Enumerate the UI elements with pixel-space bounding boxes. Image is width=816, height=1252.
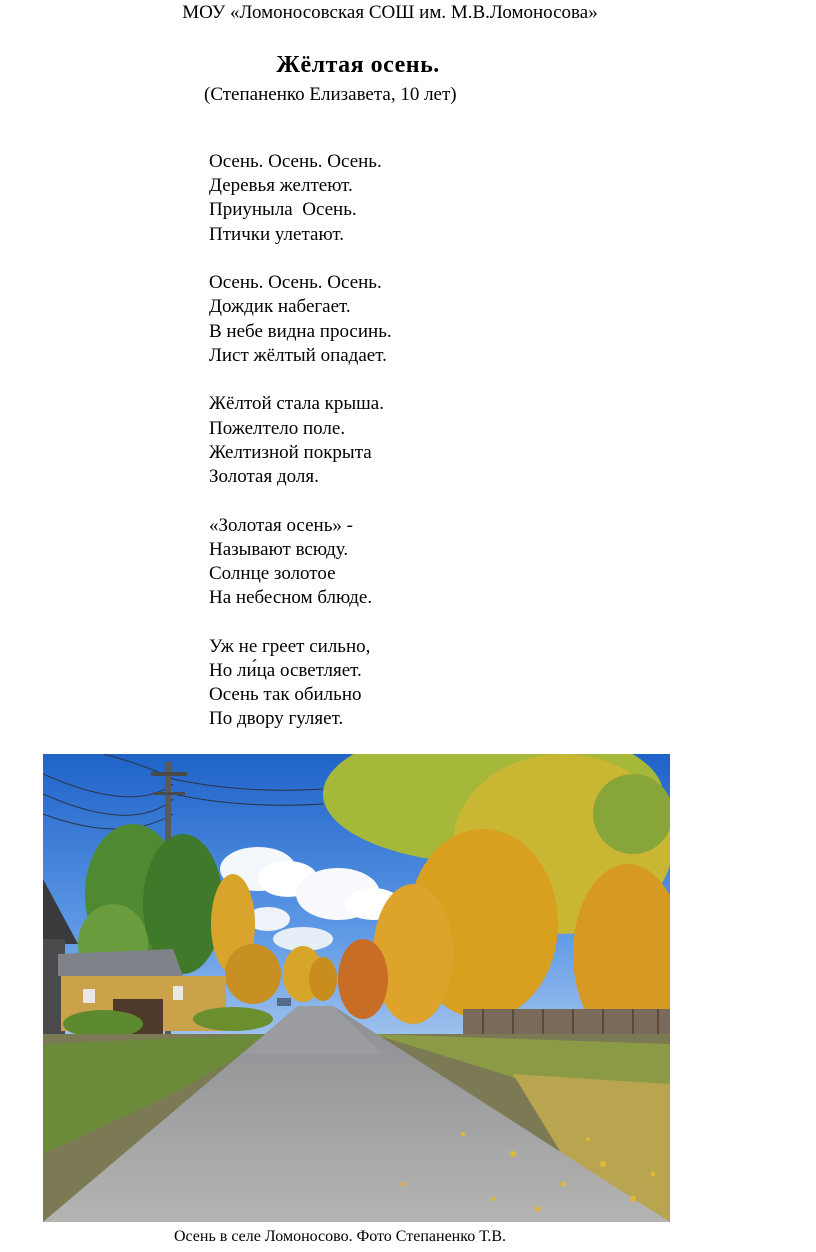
- photo-caption: Осень в селе Ломоносово. Фото Степаненко Т.В.: [173, 1228, 507, 1245]
- poem-line: Приуныла Осень.: [209, 199, 357, 221]
- poem-line: Деревья желтеют.: [209, 175, 353, 197]
- poem-line: Солнце золотое: [209, 563, 336, 585]
- poem-line: Уж не греет сильно,: [209, 635, 371, 657]
- poem-line: Дождик набегает.: [209, 296, 351, 318]
- poem-line: Птички улетают.: [209, 223, 345, 245]
- poem-line: Золотая доля.: [209, 466, 319, 488]
- poem-body: [209, 150, 392, 756]
- poem-line: Пожелтело поле.: [209, 417, 346, 439]
- poem-line: Лист жёлтый опадает.: [209, 344, 387, 366]
- stanza: [209, 635, 392, 732]
- poem-line: Называют всюду.: [209, 538, 349, 560]
- poem-line: Осень. Осень. Осень.: [209, 272, 382, 294]
- poem-line: Осень так обильно: [209, 684, 362, 706]
- poem-line: На небесном блюде.: [209, 587, 373, 609]
- poem-line: Желтизной покрыта: [209, 441, 372, 463]
- poem-line: Жёлтой стала крыша.: [209, 393, 384, 415]
- poem-line: По двору гуляет.: [209, 708, 344, 730]
- poem-author: (Степаненко Елизавета, 10 лет): [204, 84, 457, 105]
- poem-line: Осень. Осень. Осень.: [209, 151, 382, 172]
- poem-line: Но ли́ца осветляет.: [209, 660, 362, 682]
- poem-line: В небе видна просинь.: [209, 320, 392, 342]
- school-header: МОУ «Ломоносовская СОШ им. М.В.Ломоносова»: [182, 2, 598, 23]
- stanza: [209, 514, 392, 611]
- poem-line: «Золотая осень» -: [209, 514, 353, 536]
- autumn-village-photo: [43, 754, 670, 1222]
- poem-title: Жёлтая осень.: [276, 52, 440, 78]
- stanza: [209, 271, 392, 368]
- stanza: [209, 392, 392, 489]
- stanza: [209, 150, 392, 247]
